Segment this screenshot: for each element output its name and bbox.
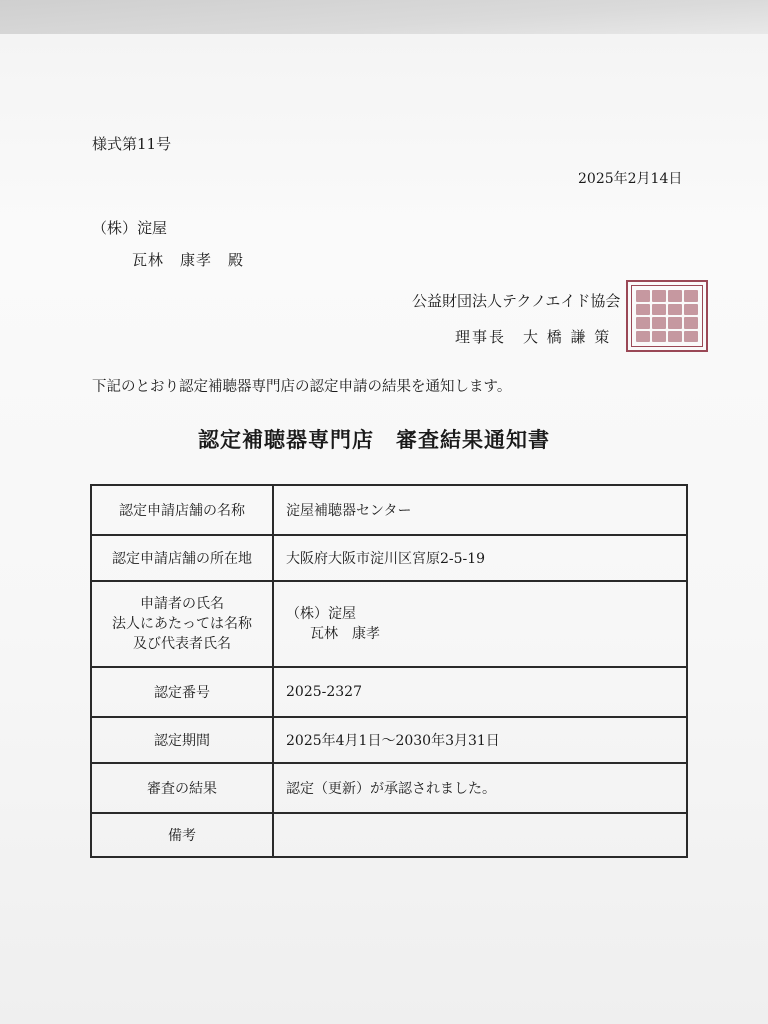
official-seal-stamp <box>626 280 708 352</box>
row-value-cert-number: 2025-2327 <box>273 667 687 717</box>
table-row <box>91 535 687 581</box>
row-header-review-result: 審査の結果 <box>91 763 273 813</box>
table-row <box>91 667 687 717</box>
row-header-store-address: 認定申請店舗の所在地 <box>91 535 273 581</box>
document-title: 認定補聴器専門店 審査結果通知書 <box>198 427 550 452</box>
result-table <box>90 484 688 858</box>
table-row <box>91 485 687 535</box>
header-line: 及び代表者氏名 <box>133 636 231 652</box>
issue-date: 2025年2月14日 <box>578 171 683 187</box>
row-value-store-address: 大阪府大阪市淀川区宮原2-5-19 <box>273 535 687 581</box>
row-header-store-name: 認定申請店舗の名称 <box>91 485 273 535</box>
row-header-cert-period: 認定期間 <box>91 717 273 763</box>
row-value-applicant <box>273 581 687 667</box>
paper-fold-shadow <box>0 0 768 34</box>
issuer-organization: 公益財団法人テクノエイド協会 <box>412 292 621 310</box>
intro-text: 下記のとおり認定補聴器専門店の認定申請の結果を通知します。 <box>92 379 512 395</box>
value-line: 瓦林 康孝 <box>310 626 380 642</box>
table-row <box>91 813 687 857</box>
header-line: 申請者の氏名 <box>140 596 224 612</box>
row-value-cert-period: 2025年4月1日～2030年3月31日 <box>273 717 687 763</box>
table-row <box>91 763 687 813</box>
recipient-person: 瓦林 康孝 殿 <box>132 251 245 269</box>
row-header-remarks: 備考 <box>91 813 273 857</box>
value-line: （株）淀屋 <box>286 606 356 622</box>
row-value-store-name: 淀屋補聴器センター <box>273 485 687 535</box>
table-row <box>91 717 687 763</box>
recipient-company: （株）淀屋 <box>92 219 168 237</box>
row-header-applicant <box>91 581 273 667</box>
row-value-review-result: 認定（更新）が承認されました。 <box>273 763 687 813</box>
row-header-cert-number: 認定番号 <box>91 667 273 717</box>
issuer-representative: 理事長 大 橋 謙 策 <box>455 328 612 346</box>
form-number: 様式第11号 <box>92 135 172 153</box>
table-row <box>91 581 687 667</box>
row-value-remarks <box>273 813 687 857</box>
header-line: 法人にあたっては名称 <box>112 616 252 632</box>
